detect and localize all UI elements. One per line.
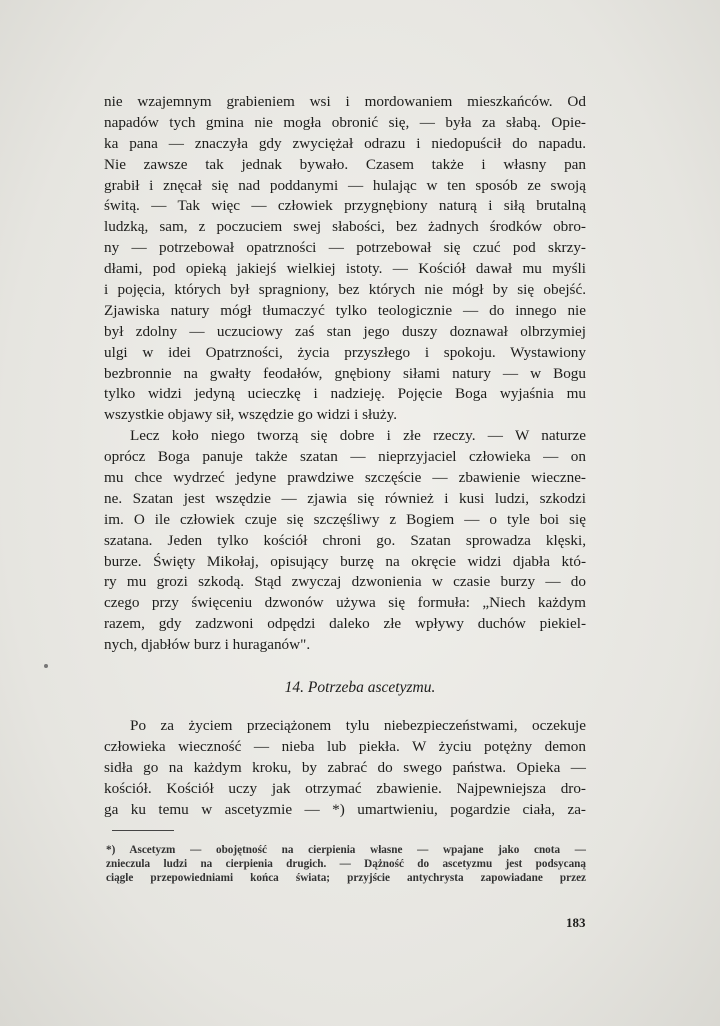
ink-speck (44, 664, 48, 668)
section-heading: 14. Potrzeba ascetyzmu. (284, 679, 436, 696)
text-line: nie wzajemnym grabieniem wsi i mordowaniem mieszkańców. Od (104, 93, 586, 110)
section-2-text (104, 716, 586, 820)
text-line: sidła go na każdym kroku, by zabrać do swego państwa. Opieka — (104, 758, 586, 776)
footnote-line: *) Ascetyzm — obojętność na cierpienia własne — wpajane jako cnota — (106, 844, 586, 856)
text-line: nych, djabłów burz i huraganów". (104, 636, 311, 654)
text-line: ulgi w idei Opatrzności, życia przyszłego i spokoju. Wystawiony (104, 343, 586, 361)
text-line: kościół. Kościół uczy jak otrzymać zbawienie. Najpewniejsza dro- (104, 779, 586, 797)
text-line: ludzką, sam, z poczuciem swej słabości, bez żadnych środków obro- (104, 218, 586, 236)
text-line: świtą. — Tak więc — człowiek przygnębiony naturą i siłą brutalną (104, 197, 586, 215)
text-line: tylko widzi jedyną ucieczkę i nadzieję. Pojęcie Boga wyjaśnia mu (104, 385, 586, 403)
text-line: razem, gdy zadzwoni odpędzi daleko złe wpływy duchów piekiel- (104, 615, 586, 633)
text-line: Nie zawsze tak jednak bywało. Czasem także i własny pan (104, 155, 586, 173)
text-line: burze. Święty Mikołaj, opisujący burzę na okręcie widzi djabła któ- (104, 552, 586, 570)
text-line: wszystkie objawy sił, wszędzie go widzi i służy. (104, 406, 398, 424)
text-line: mu chce wydrzeć jedyne prawdziwe szczęście — zbawienie wieczne- (104, 469, 586, 487)
text-line: dłami, pod opieką jakiejś wielkiej istoty. — Kościół dawał mu myśli (104, 260, 586, 278)
text-line: był zdolny — uczuciowy zaś stan jego duszy doznawał olbrzymiej (104, 322, 586, 340)
text-line: szatana. Jeden tylko kościół chroni go. Szatan sprowadza klęski, (104, 531, 586, 549)
text-line: ga ku temu w ascetyzmie — *) umartwieniu, pogardzie ciała, za- (104, 800, 586, 818)
page-number: 183 (566, 915, 586, 930)
text-line: grabił i znęcał się nad poddanymi — hulając w ten sposób ze swoją (104, 176, 586, 194)
text-line: ry mu grozi szkodą. Stąd zwyczaj dzwonienia w czasie burzy — do (104, 573, 586, 591)
text-line: ny — potrzebował opatrzności — potrzebował się czuć pod skrzy- (104, 239, 586, 257)
text-line: czego przy święceniu dzwonów używa się formuła: „Niech każdym (104, 594, 586, 612)
text-line: bezbronnie na gwałty feodałów, gnębiony siłami natury — w Bogu (104, 364, 586, 382)
footnote-line: znieczula ludzi na cierpienia drugich. — Dążność do ascetyzmu jest podsycaną (106, 858, 586, 870)
text-line: Po za życiem przeciążonem tylu niebezpieczeństwami, oczekuje (130, 717, 586, 734)
footnote-divider (112, 830, 174, 831)
footnote-line: ciągle przepowiedniami końca świata; przyjście antychrysta zapowiadane przez (106, 872, 586, 884)
text-line: ne. Szatan jest wszędzie — zjawia się również i kusi ludzi, szkodzi (104, 489, 586, 507)
text-line: Zjawiska natury mógł tłumaczyć tylko teologicznie — do innego nie (104, 301, 586, 319)
text-line: napadów tych gmina nie mogła obronić się, — była za słabą. Opie- (104, 113, 586, 131)
text-line: człowieka wieczność — nieba lub piekła. W życiu potężny demon (104, 737, 586, 755)
footnote (106, 843, 586, 885)
text-line: i pojęcia, których był spragniony, bez których nie mógł by się obejść. (104, 281, 586, 299)
section-1-text (104, 92, 586, 656)
text-line: oprócz Boga panuje także szatan — nieprzyjaciel człowieka — on (104, 448, 586, 466)
text-line: Lecz koło niego tworzą się dobre i złe rzeczy. — W naturze (130, 427, 586, 445)
text-line: ka pana — znaczyła gdy zwyciężał odrazu i niedopuścił do napadu. (104, 134, 586, 152)
text-line: im. O ile człowiek czuje się szczęśliwy z Bogiem — o tyle boi się (104, 510, 586, 528)
